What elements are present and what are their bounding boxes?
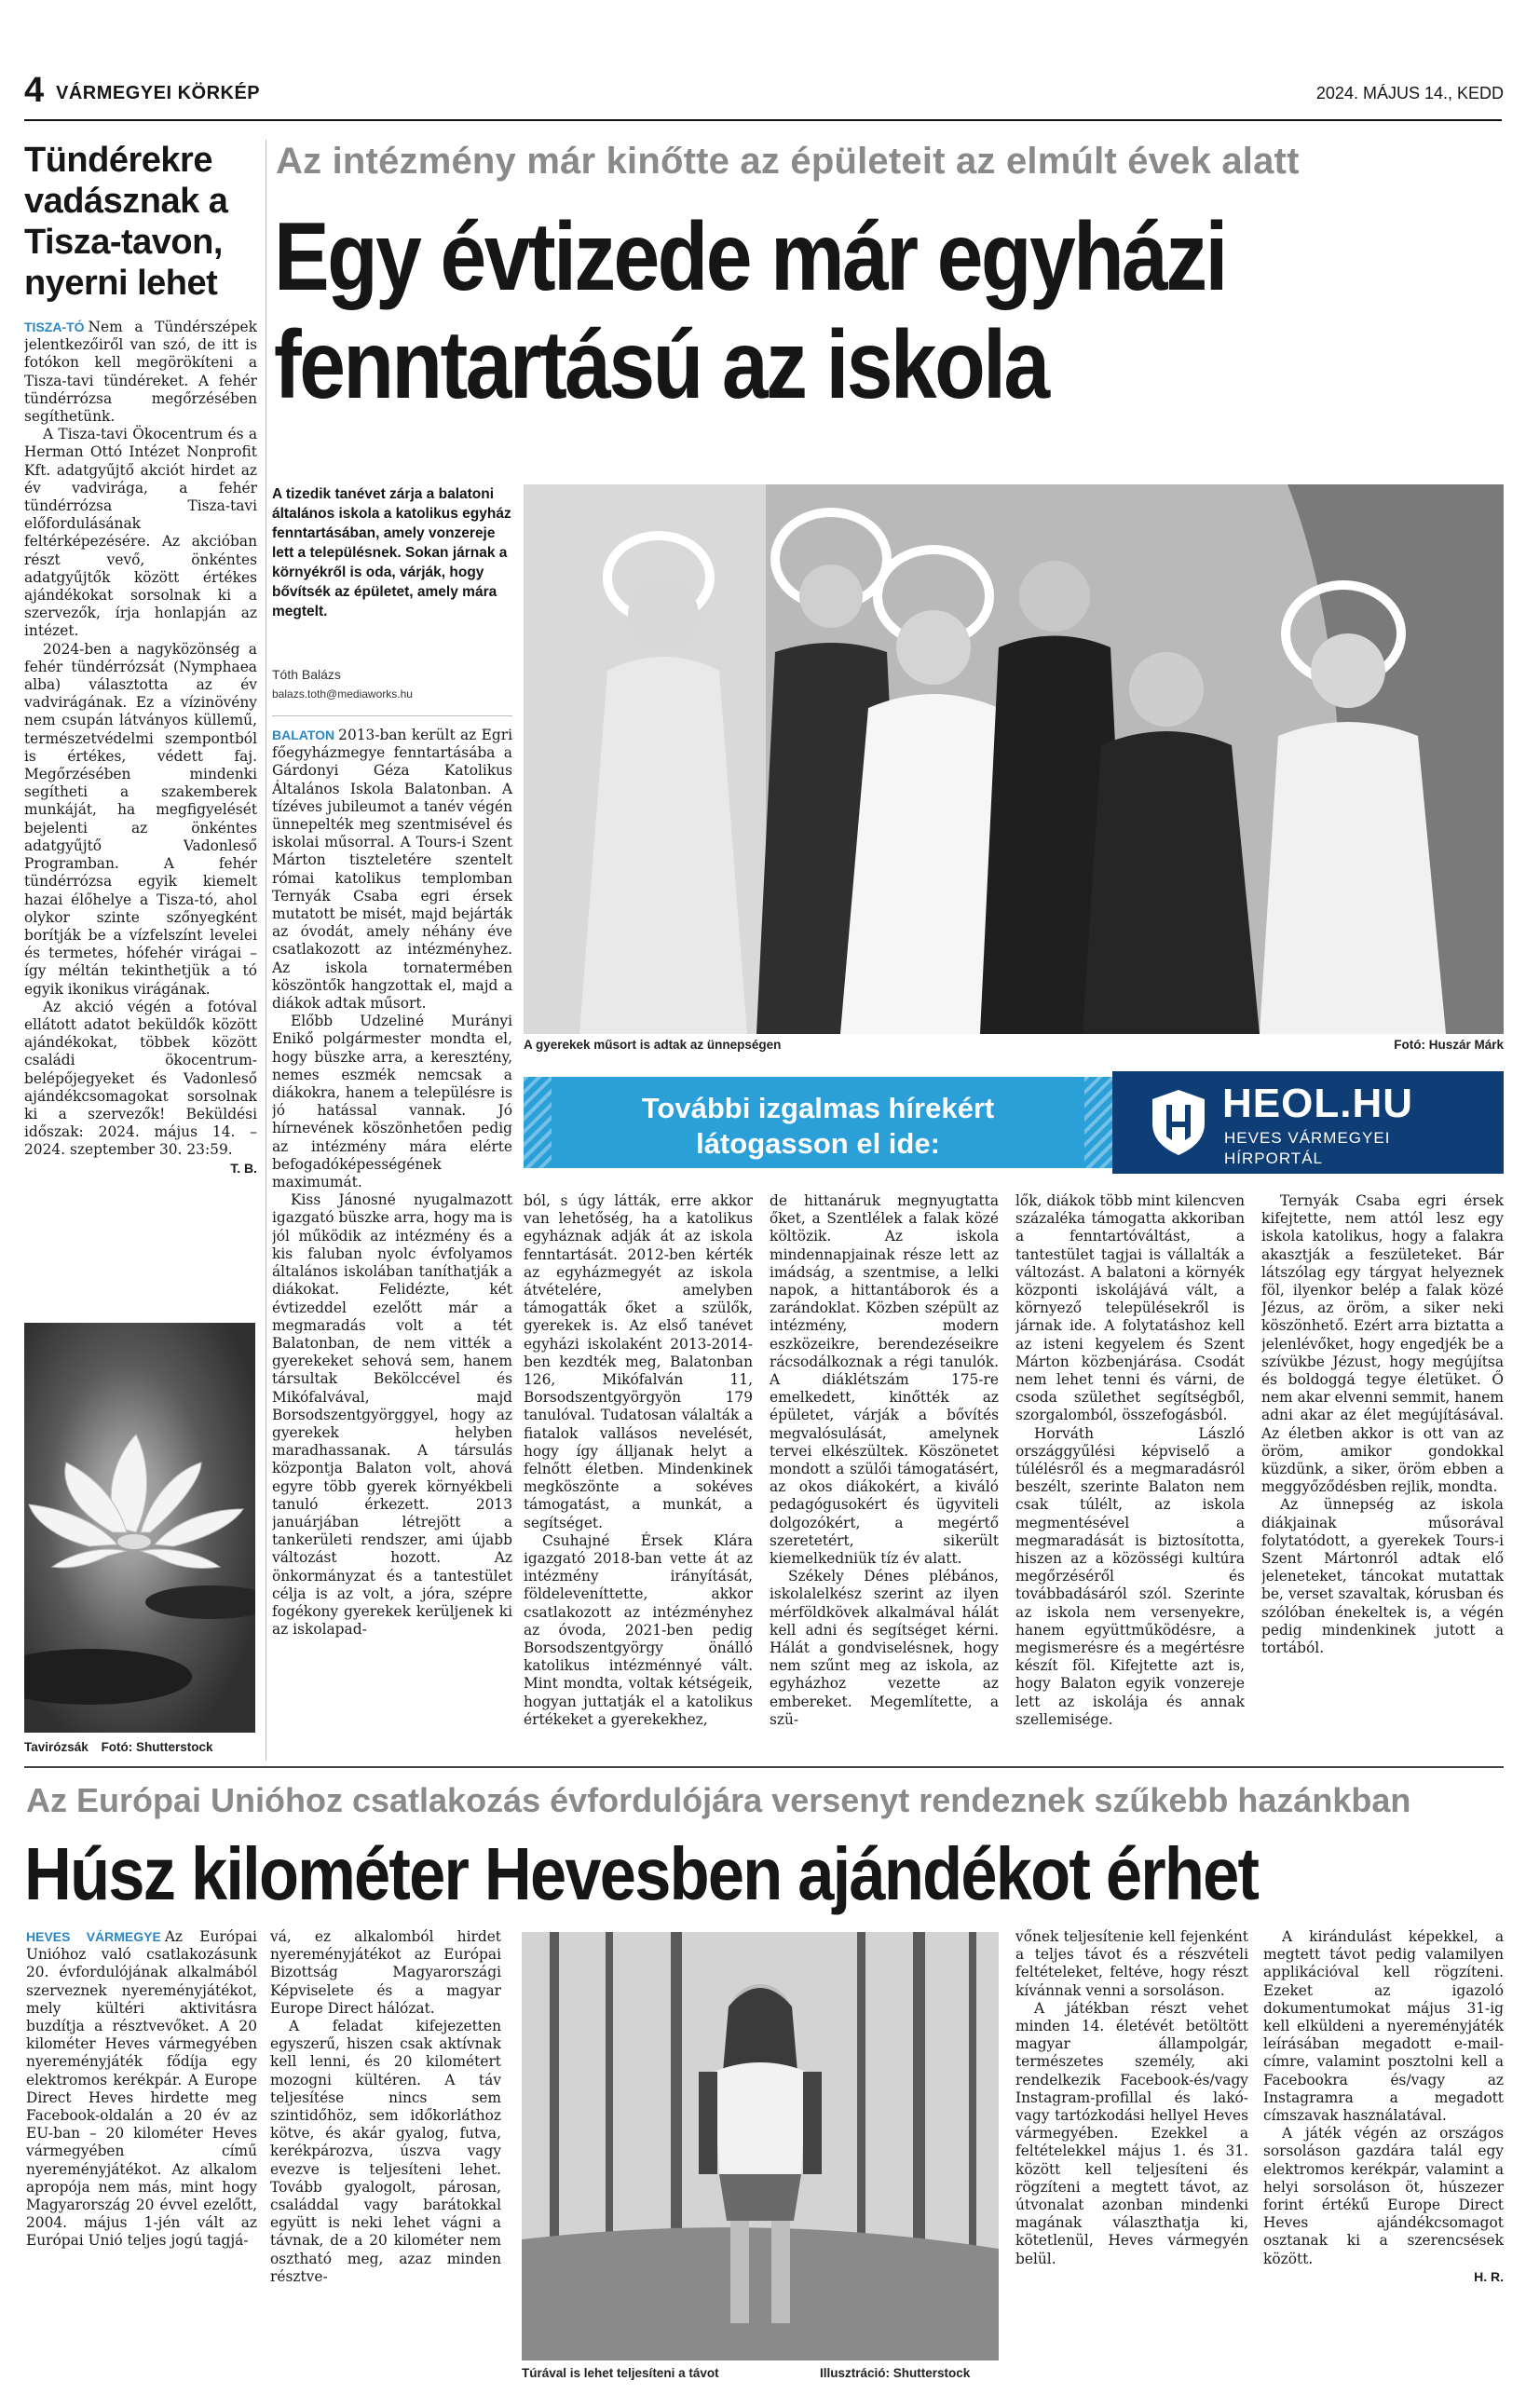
- main-photo-caption: A gyerekek műsort is adtak az ünnepségen: [524, 1038, 782, 1052]
- bottom-column-2: vá, ez alkalomból hirdet nyereményjátékot az Európai Bizottság Magyarországi Képviselete és a magyar Europe Direct hálózat. A feladat kifejezetten egyszerű, hiszen csak aktívnak kell lenni, és 20 kilométert mozogni kültéren. A táv teljesítése nincs sem szintidőhöz, sem időkorláthoz kötve, és akár gyalog, futva, kerékpározva, úszva vagy evezve is teljesíteni lehet. Tovább gyalogolt, párosan, családdal vagy barátokkal együtt is neki lehet vágni a távnak, de a 20 kilométer nem osztható meg, azaz minden résztve-: [270, 1928, 501, 2285]
- bottom-column-3: vőnek teljesítenie kell fejenként a teljes távot és a részvételi feltételeket, feltéve, hogy részt kívánnak venni a sorsoláson. A játékban részt vehet minden 14. életévét betöltött magyar állampolgár, természetes személy, aki rendelkezik Facebook-és/vagy Instagram-profillal és lakó- vagy tartózkodási hellyel Heves vármegyében. Ezekkel a feltételekkel május 1. és 31. között kell teljesíteni és rögzíteni a megtett távot, az útvonalat azonban mindenki magának választhatja ki, kötetlenül, Heves vármegyén belül.: [1015, 1928, 1248, 2267]
- side-article-kicker: TISZA-TÓ: [24, 320, 85, 334]
- banner-brand: HEOL.HU: [1222, 1081, 1413, 1126]
- main-column-5: Ternyák Csaba egri érsek kifejtette, nem attól lesz egy iskola katolikus, hogy a falakra akasztják a feszületeket. Bár látszólag egy tárgyat helyeznek föl, ilyenkor belép a falak közé Jézus, az öröm, a siker neki köszönhető. Ezért arra biztatta a jelenlévőket, hogy engedjék be a szívükbe Jézust, hogy megújítsa és boldoggá tegye életüket. Ő nem akar elvenni semmit, hanem adni akar az élet megújításával. Az életben akkor is ott van az öröm, amikor gondokkal küzdünk, a siker, öröm ebben a meggyőződésben rejlik, mondta. Az ünnepség az iskola diákjainak műsorával folytatódott, a gyerekek Tours-i Szent Mártonról adtak elő jeleneteket, táncokat mutattak be, verset szavaltak, kórusban és szólóban énekeltek is, a végén pedig mindenkinek jutott a tortából.: [1261, 1192, 1504, 1657]
- hiker-credit: Illusztráció: Shutterstock: [820, 2366, 971, 2380]
- main-column-1: BALATON 2013-ban került az Egri főegyházmegye fenntartásába a Gárdonyi Géza Katolikus Általános Iskola Balatonban. A tízéves jubileumot a tanév végén ünnepelték meg szentmisével és iskolai műsorral. A Tours-i Szent Márton tiszteletére szentelt római katolikus templomban Ternyák Csaba egri érsek mutatott be misét, majd bejárták az óvodát, amely néhány éve csatlakozott az intézményhez. Az iskola tornatermében köszöntők hangzottak el, majd a diákok adtak műsort. Előbb Udzeliné Murányi Enikő polgármester mondta el, hogy büszke arra, a keresztény, nemes eszmék nemcsak a diákokra, hanem a településre is jó hatással vannak. Jó hírnevének köszönhetően pedig az intézmény mára elérte befogadóképességének maximumát. Kiss Jánosné nyugalmazott igazgató büszke arra, hogy ma is jól működik az intézmény és a kis faluban nyolc évfolyamos általános iskolában taníthatják a diákokat. Felidézte, két évtizeddel ezelőtt már a megmaradás volt a tét Balatonban, de nem vitték a gyerekeket sehová sem, hanem társultak Bekölccével és Mikófalvával, majd Borsodszentgyörggyel, hogy az gyerekek helyben maradhassanak. A társulás központja Balaton volt, ahová egyre több gyerek környékbeli tanuló érkezett. 2013 januárjában létrejött a tankerületi rendszer, ami újabb változást hozott. Az önkormányzat és a tantestület célja is az volt, a jóra, szépre fogékony gyerekek kerüljenek ki az iskolapad-: [272, 727, 512, 1639]
- section-label: VÁRMEGYEI KÖRKÉP: [56, 83, 261, 103]
- waterlily-illustration: [24, 1323, 255, 1733]
- bottom-column-1: HEVES VÁRMEGYE Az Európai Unióhoz való csatlakozásunk 20. évfordulójának alkalmából szerveznek nyereményjátékot, mely kültéri aktivitásra buzdítja a résztvevőket. A 20 kilométer Heves vármegyében nyereményjáték fődíja egy elektromos kerékpár. A Europe Direct Heves hirdette meg Facebook-oldalán a 20 év az EU-ban – 20 kilométer Heves vármegyében című nyereményjátékot. Az alkalom apropója nem más, mint hogy Magyarország 20 évvel ezelőtt, 2004. május 1-jén vált az Európai Unió teljes jogú tagjá-: [26, 1928, 257, 2250]
- heol-shield-icon: [1150, 1088, 1207, 1157]
- banner-sub2: HÍRPORTÁL: [1224, 1150, 1323, 1167]
- side-article-body: TISZA-TÓ Nem a Tündérszépek jelentkezőiről van szó, de itt is fotókon kell megörökíteni a Tisza-tavi tündéreket. A fehér tündérrózsa megőrzésében segíthetünk. A Tisza-tavi Ökocentrum és a Herman Ottó Intézet Nonprofit Kft. adatgyűjtő akciót hirdet az év vadvirága, a fehér tündérrózsa Tisza-tavi előfordulásának feltérképezésére. Az akcióban részt vevő, önkéntes adatgyűjtők között értékes ajándékokat sorsolnak ki a szervezők, írja honlapján az intézet. 2024-ben a nagyközönség a fehér tündérrózsát (Nymphaea alba) választotta az év vadvirágának. Ez a vízinövény nem csupán látványos küllemű, természetvédelmi szempontból is értékes, védett faj. Megőrzésében mindenki segítheti a szakemberek munkáját, ha megfigyelését bejelenti az önkéntes adatgyűjtő Vadonleső Programban. A fehér tündérrózsa egyik kiemelt hazai élőhelye a Tisza-tó, ahol olykor szinte szőnyegként borítják be a vízfelszínt levelei és termetes, hófehér virágai – így méltán tekinthetjük a tó egyik ikonikus virágának. Az akció végén a fotóval ellátott adatot beküldők között ajándékokat, többek között családi ökocentrum-belépőjegyeket és Vadonleső ajándékcsomagokat sorsolnak ki a szervezők! Beküldési időszak: 2024. május 14. – 2024. szeptember 30. 23:59. T. B.: [24, 319, 257, 1297]
- lead-rule: [272, 715, 512, 716]
- article-divider: [24, 1766, 1504, 1768]
- main-author: Tóth Balázs: [272, 667, 341, 682]
- page-header: [24, 73, 1504, 110]
- bottom-column-4: A kirándulást képekkel, a megtett távot pedig valamilyen applikációval kell rögzíteni. Ezeket az igazoló dokumentumokat május 31-ig kell elküldeni a nyereményjáték leírásában megadott e-mail-címre, valamint posztolni kell a Facebookra és/vagy az Instagramra a megadott címszavak használatával. A játék végén az országos sorsoláson gazdára talál egy elektromos kerékpár, valamint a helyi sorsoláson öt, húszezer forint értékű Europe Direct Heves ajándékcsomagot osztanak ki a szerencsések között. H. R.: [1263, 1928, 1504, 2385]
- header-divider: [24, 119, 1502, 121]
- main-kicker-headline: Az intézmény már kinőtte az épületeit az elmúlt évek alatt: [276, 141, 1300, 182]
- waterlily-photo: [24, 1323, 255, 1733]
- banner-text-line1: További izgalmas hírekért: [641, 1092, 995, 1124]
- issue-date: 2024. MÁJUS 14., KEDD: [1315, 84, 1504, 102]
- heol-banner[interactable]: [524, 1071, 1504, 1174]
- waterlily-caption-row: [24, 1740, 255, 1757]
- bottom-signature: H. R.: [1474, 2268, 1504, 2284]
- main-photo: [524, 484, 1504, 1034]
- hiker-illustration: [522, 1932, 999, 2360]
- hiker-caption: Túrával is lehet teljesíteni a távot: [522, 2366, 719, 2380]
- bottom-kicker: HEVES VÁRMEGYE: [26, 1929, 161, 1944]
- bottom-headline: Húsz kilométer Hevesben ajándékot érhet: [24, 1832, 1259, 1915]
- main-lead: A tizedik tanévet zárja a balatoni általános iskola a katolikus egyház fenntartásában, amely vonzereje lett a településnek. Sokan járnak a környékről is oda, várják, hogy bővítsék az épületet, amely mára megtelt.: [272, 486, 511, 619]
- side-article-title: Tündérekre vadásznak a Tisza-tavon, nyerni lehet: [24, 141, 228, 303]
- main-column-3: de hittanáruk megnyugtatta őket, a Szentlélek a falak közé költözik. Az iskola mindennapjainak része lett az imádság, a szentmise, a lelki napok, a hittantáborok és a zarándoklat. Közben szépült az intézmény, modern eszközeikre, berendezéseikre rácsodálkoznak a régi tanulók. A diáklétszám 175-re emelkedett, kinőtték az épületet, várják a bővítés megvalósulását, amelynek tervei elkészültek. Köszönetet mondott a szülői támogatásért, az okos diákokért, a kiváló pedagógusokért és ügyviteli dolgozókért, a megértő szeretetért, sikerült kiemelkedniük tíz év alatt. Székely Dénes plébános, iskolalelkész szerint az ilyen mérföldkövek alkalmával hálát kell adni és segítséget kérni. Hálát a gondviselésnek, hogy nem szűnt meg az iskola, az egyházhoz vezette az embereket. Megemlítette, a szü-: [770, 1192, 999, 1728]
- banner-brand-area[interactable]: [1112, 1071, 1504, 1174]
- school-performance-illustration: [524, 484, 1504, 1034]
- main-email: balazs.toth@mediaworks.hu: [272, 687, 413, 701]
- bottom-kicker-headline: Az Európai Unióhoz csatlakozás évfordulójára versenyt rendeznek szűkebb hazánkban: [26, 1781, 1411, 1819]
- hiker-photo: [522, 1932, 999, 2360]
- main-photo-credit: Fotó: Huszár Márk: [1394, 1038, 1504, 1052]
- main-column-4: lők, diákok több mint kilencven százaléka támogatta akkoriban a fenntartóváltást, a tantestület tagjai is vállalták a változást. A balatoni a környék központi iskolájává vált, a környező településekről is járnak ide. A folytatáshoz kell az isteni kegyelem és Szent Márton közbenjárása. Csodát nem lehet tenni és várni, de csoda születhet segítségből, szorgalomból, összefogásból. Horváth László országgyűlési képviselő a túlélésről és a megmaradásról beszélt, szerinte Balaton nem csak túlélt, az iskola megmentésével a megmaradását is biztosította, hiszen az a közösségi kultúra megőrzéséről és továbbadásáról szól. Szerinte az iskola nem versenyekre, hanem együttműködésre, a megismerésre és a megértésre készít föl. Kifejtette azt is, hogy Balaton egyik vonzereje lett az iskolája és annak szellemisége.: [1015, 1192, 1245, 1728]
- main-kicker: BALATON: [272, 728, 335, 742]
- banner-sub1: HEVES VÁRMEGYEI: [1224, 1129, 1391, 1147]
- main-headline: Egy évtizede már egyházi fenntartású az iskola: [274, 203, 1226, 419]
- side-article-signature: T. B.: [230, 1160, 257, 1176]
- waterlily-credit: Fotó: Shutterstock: [101, 1740, 213, 1754]
- banner-text-area: [524, 1077, 1112, 1168]
- main-column-2: ból, s úgy látták, erre akkor van lehetőség, ha a katolikus egyháznak adják át az iskola fenntartását. 2012-ben kérték az egyházmegyét az iskola átvételére, amelyben támogatták őket a szülők, gyerekek is. Az első tanévet egyházi iskolaként 2013-2014-ben kezdték meg, Balatonban 126, Mikófalván 11, Borsodszentgyörgyön 179 tanulóval. Tudatosan válalták a fiatalok vallásos nevelését, hogy így álljanak helyt a felnőtt életben. Mindenkinek megköszönte a sokéves támogatást, a munkát, a segítséget. Csuhajné Érsek Klára igazgató 2018-ban vette át az intézmény irányítását, földeleveníttette, akkor csatlakozott az intézményhez az óvoda, 2021-ben pedig Borsodszentgyörgy önálló katolikus intézménnyé vált. Mint mondta, voltak kétségeik, hogyan juttatják el a katolikus értékeket a gyerekekhez,: [524, 1192, 753, 1728]
- waterlily-caption: Tavirózsák: [24, 1740, 89, 1754]
- page-number: 4: [24, 71, 45, 110]
- banner-text-line2: látogasson el ide:: [696, 1127, 940, 1160]
